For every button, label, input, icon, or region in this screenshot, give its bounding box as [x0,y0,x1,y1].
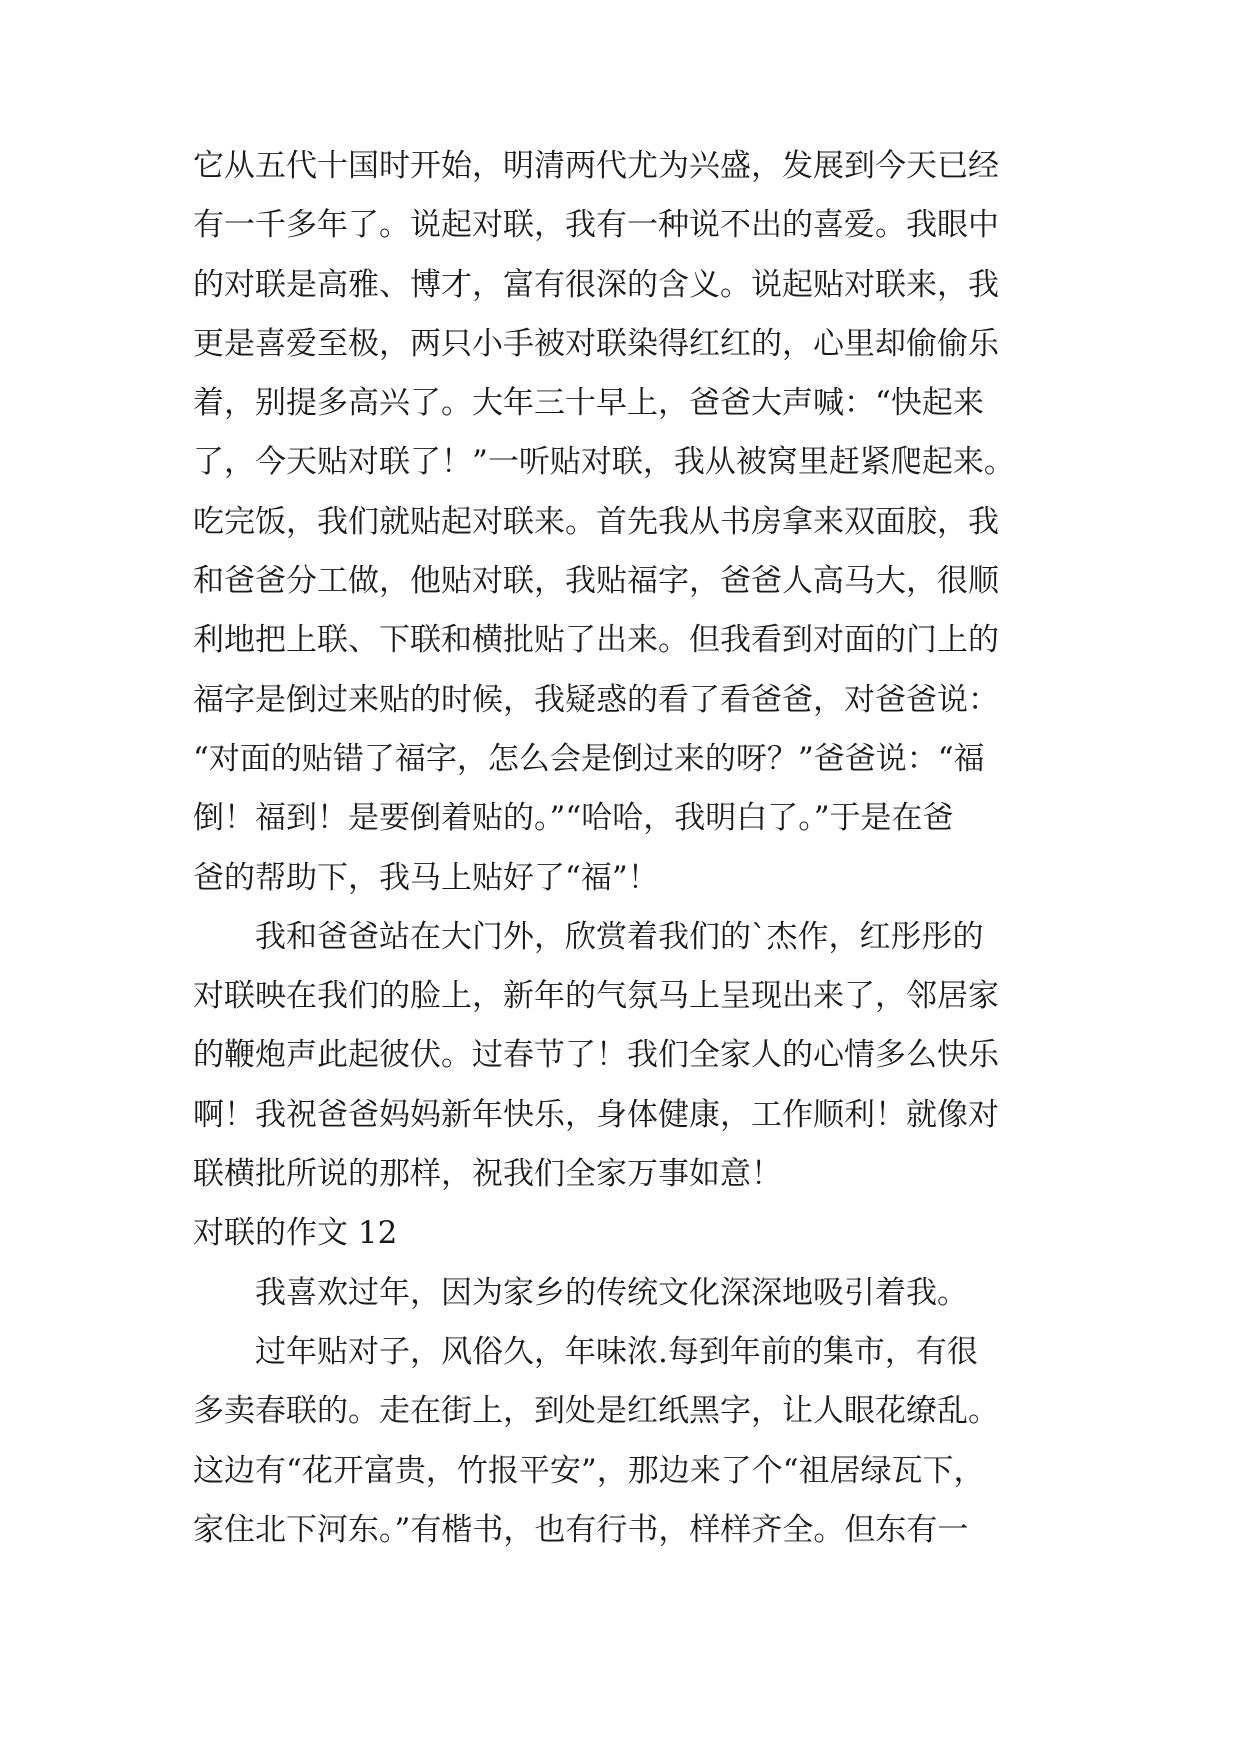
text-line: 啊！我祝爸爸妈妈新年快乐，身体健康，工作顺利！就像对 [193,1096,999,1133]
text-line: 利地把上联、下联和横批贴了出来。但我看到对面的门上的 [193,622,999,659]
text-line: 这边有“花开富贵，竹报平安”，那边来了个“祖居绿瓦下， [193,1452,985,1489]
text-line: 了，今天贴对联了！”一听贴对联，我从被窝里赶紧爬起来。 [193,444,1015,481]
text-line: 的鞭炮声此起彼伏。过春节了！我们全家人的心情多么快乐 [193,1037,999,1074]
paragraph-first-line: 过年贴对子，风俗久，年味浓.每到年前的集市，有很 [255,1333,978,1370]
text-line: 对联映在我们的脸上，新年的气氛马上呈现出来了，邻居家 [193,978,999,1015]
text-line: “对面的贴错了福字，怎么会是倒过来的呀？”爸爸说：“福 [193,740,985,777]
paragraph-first-line: 我和爸爸站在大门外，欣赏着我们的`杰作，红彤彤的 [255,918,984,955]
text-line: 更是喜爱至极，两只小手被对联染得红红的，心里却偷偷乐 [193,325,999,362]
text-line: 联横批所说的那样，祝我们全家万事如意！ [193,1156,782,1193]
text-line: 福字是倒过来贴的时候，我疑惑的看了看爸爸，对爸爸说： [193,681,999,718]
text-line: 它从五代十国时开始，明清两代尤为兴盛，发展到今天已经 [193,148,999,184]
document-body [193,137,1073,1560]
text-line: 家住北下河东。”有楷书，也有行书，样样齐全。但东有一 [193,1511,969,1548]
text-line: 的对联是高雅、博才，富有很深的含义。说起贴对联来，我 [193,266,999,303]
text-line: 着，别提多高兴了。大年三十早上，爸爸大声喊：“快起来 [193,385,984,422]
text-line: 吃完饭，我们就贴起对联来。首先我从书房拿来双面胶，我 [193,503,999,540]
text-line: 和爸爸分工做，他贴对联，我贴福字，爸爸人高马大，很顺 [193,563,999,600]
section-title: 对联的作文 12 [193,1215,398,1252]
paragraph-first-line: 我喜欢过年，因为家乡的传统文化深深地吸引着我。 [255,1274,968,1311]
text-line: 多卖春联的。走在街上，到处是红纸黑字，让人眼花缭乱。 [193,1393,999,1430]
text-line: 爸的帮助下，我马上贴好了“福”！ [193,859,659,896]
text-line: 倒！福到！是要倒着贴的。”“哈哈，我明白了。”于是在爸 [193,800,954,837]
text-line: 有一千多年了。说起对联，我有一种说不出的喜爱。我眼中 [193,207,999,244]
